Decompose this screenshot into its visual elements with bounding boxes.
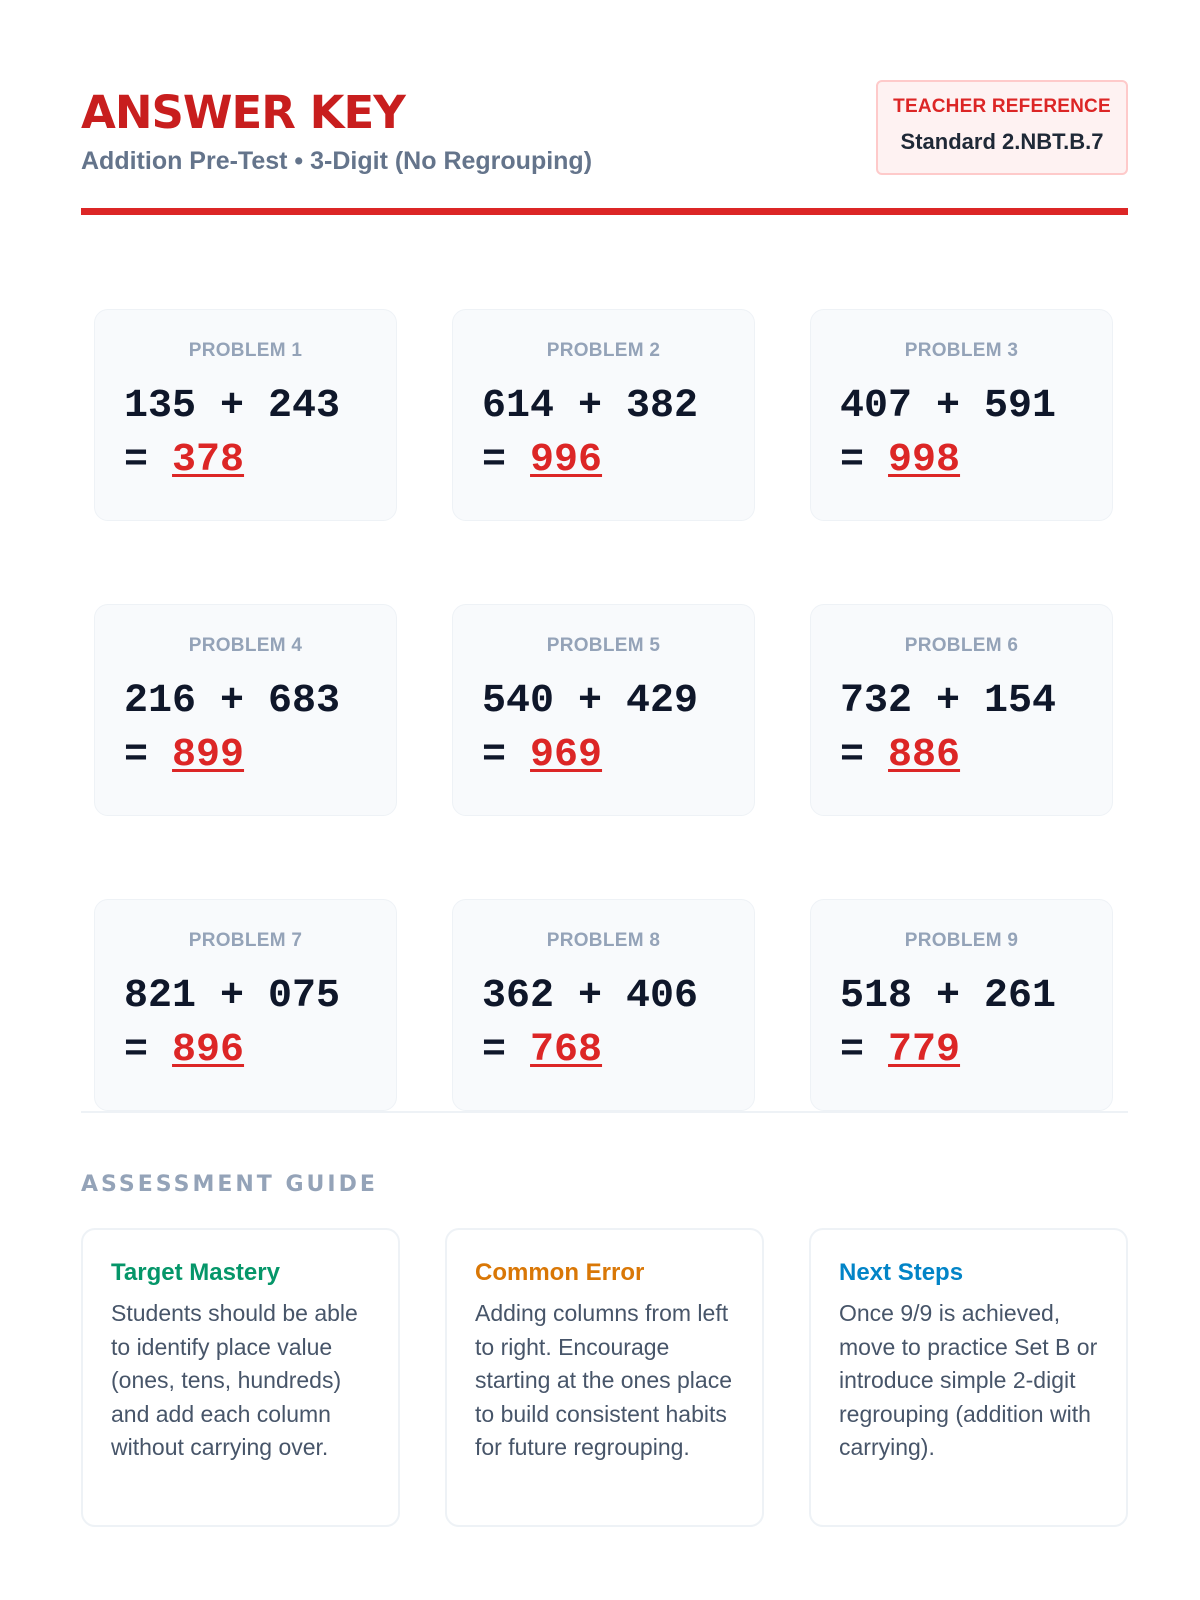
equals-sign: = bbox=[482, 438, 507, 483]
problem-equation: 540 + 429 bbox=[482, 679, 699, 724]
problem-equation: 362 + 406 bbox=[482, 974, 699, 1019]
equals-sign: = bbox=[840, 733, 865, 778]
problem-equation: 216 + 683 bbox=[124, 679, 341, 724]
problem-card-5 bbox=[452, 604, 755, 816]
problem-card-1 bbox=[94, 309, 397, 521]
problem-equation: 732 + 154 bbox=[840, 679, 1057, 724]
guide-card-common-error bbox=[445, 1228, 764, 1527]
problem-equation: 614 + 382 bbox=[482, 384, 699, 429]
problem-answer: 998 bbox=[888, 438, 961, 483]
problem-answer: 886 bbox=[888, 733, 961, 778]
problem-equation: 135 + 243 bbox=[124, 384, 341, 429]
problem-answer-line bbox=[124, 1026, 244, 1076]
problem-label: PROBLEM 4 bbox=[188, 635, 303, 656]
problem-label: PROBLEM 9 bbox=[904, 930, 1019, 951]
equals-sign: = bbox=[840, 1028, 865, 1073]
problem-card-9 bbox=[810, 899, 1113, 1111]
equals-sign: = bbox=[124, 733, 149, 778]
problem-answer-line bbox=[124, 436, 244, 486]
problem-answer-line bbox=[482, 436, 602, 486]
teacher-reference-label: TEACHER REFERENCE bbox=[893, 96, 1111, 117]
header bbox=[81, 80, 1128, 215]
problem-equation: 518 + 261 bbox=[840, 974, 1057, 1019]
problem-card-4 bbox=[94, 604, 397, 816]
guide-card-text: Once 9/9 is achieved, move to practice Set B or introduce simple 2-digit regrouping (addition with carrying). bbox=[839, 1300, 1098, 1460]
problem-answer: 768 bbox=[530, 1028, 603, 1073]
header-divider bbox=[81, 208, 1128, 215]
problem-card-7 bbox=[94, 899, 397, 1111]
equals-sign: = bbox=[124, 1028, 149, 1073]
problem-label: PROBLEM 8 bbox=[546, 930, 661, 951]
assessment-guide-cards bbox=[81, 1228, 1128, 1527]
assessment-guide-title: ASSESSMENT GUIDE bbox=[81, 1172, 378, 1197]
equals-sign: = bbox=[124, 438, 149, 483]
problem-answer-line bbox=[124, 731, 244, 781]
problem-answer: 896 bbox=[172, 1028, 245, 1073]
problem-answer-line bbox=[482, 1026, 602, 1076]
problems-grid bbox=[94, 309, 1115, 1111]
problem-card-3 bbox=[810, 309, 1113, 521]
problem-card-6 bbox=[810, 604, 1113, 816]
guide-card-heading: Target Mastery bbox=[111, 1259, 280, 1286]
problem-label: PROBLEM 1 bbox=[188, 340, 303, 361]
page-subtitle: Addition Pre-Test • 3-Digit (No Regrouping) bbox=[81, 147, 593, 175]
problem-answer-line bbox=[482, 731, 602, 781]
answer-key-page bbox=[81, 0, 1128, 1600]
problem-equation: 407 + 591 bbox=[840, 384, 1057, 429]
equals-sign: = bbox=[482, 1028, 507, 1073]
problem-card-8 bbox=[452, 899, 755, 1111]
problem-card-2 bbox=[452, 309, 755, 521]
guide-card-text: Students should be able to identify place value (ones, tens, hundreds) and add each column without carrying over. bbox=[111, 1300, 358, 1460]
equals-sign: = bbox=[482, 733, 507, 778]
problem-label: PROBLEM 3 bbox=[904, 340, 1019, 361]
problem-answer: 378 bbox=[172, 438, 245, 483]
guide-card-heading: Common Error bbox=[475, 1259, 645, 1286]
problem-answer: 779 bbox=[888, 1028, 961, 1073]
guide-card-next-steps bbox=[809, 1228, 1128, 1527]
problem-label: PROBLEM 5 bbox=[546, 635, 661, 656]
problem-equation: 821 + 075 bbox=[124, 974, 341, 1019]
guide-card-text: Adding columns from left to right. Encourage starting at the ones place to build consistent habits for future regrouping. bbox=[475, 1300, 732, 1460]
problem-label: PROBLEM 7 bbox=[188, 930, 303, 951]
problem-answer-line bbox=[840, 731, 960, 781]
equals-sign: = bbox=[840, 438, 865, 483]
standard-code: Standard 2.NBT.B.7 bbox=[900, 129, 1104, 154]
page-title: ANSWER KEY bbox=[81, 86, 405, 139]
guide-card-heading: Next Steps bbox=[839, 1259, 964, 1286]
problem-label: PROBLEM 6 bbox=[904, 635, 1019, 656]
problem-answer-line bbox=[840, 1026, 960, 1076]
problem-answer: 969 bbox=[530, 733, 603, 778]
problem-label: PROBLEM 2 bbox=[546, 340, 661, 361]
problem-answer-line bbox=[840, 436, 960, 486]
problem-answer: 996 bbox=[530, 438, 603, 483]
problem-answer: 899 bbox=[172, 733, 245, 778]
section-divider bbox=[81, 1111, 1128, 1113]
guide-card-target-mastery bbox=[81, 1228, 400, 1527]
teacher-reference-badge bbox=[876, 80, 1128, 175]
